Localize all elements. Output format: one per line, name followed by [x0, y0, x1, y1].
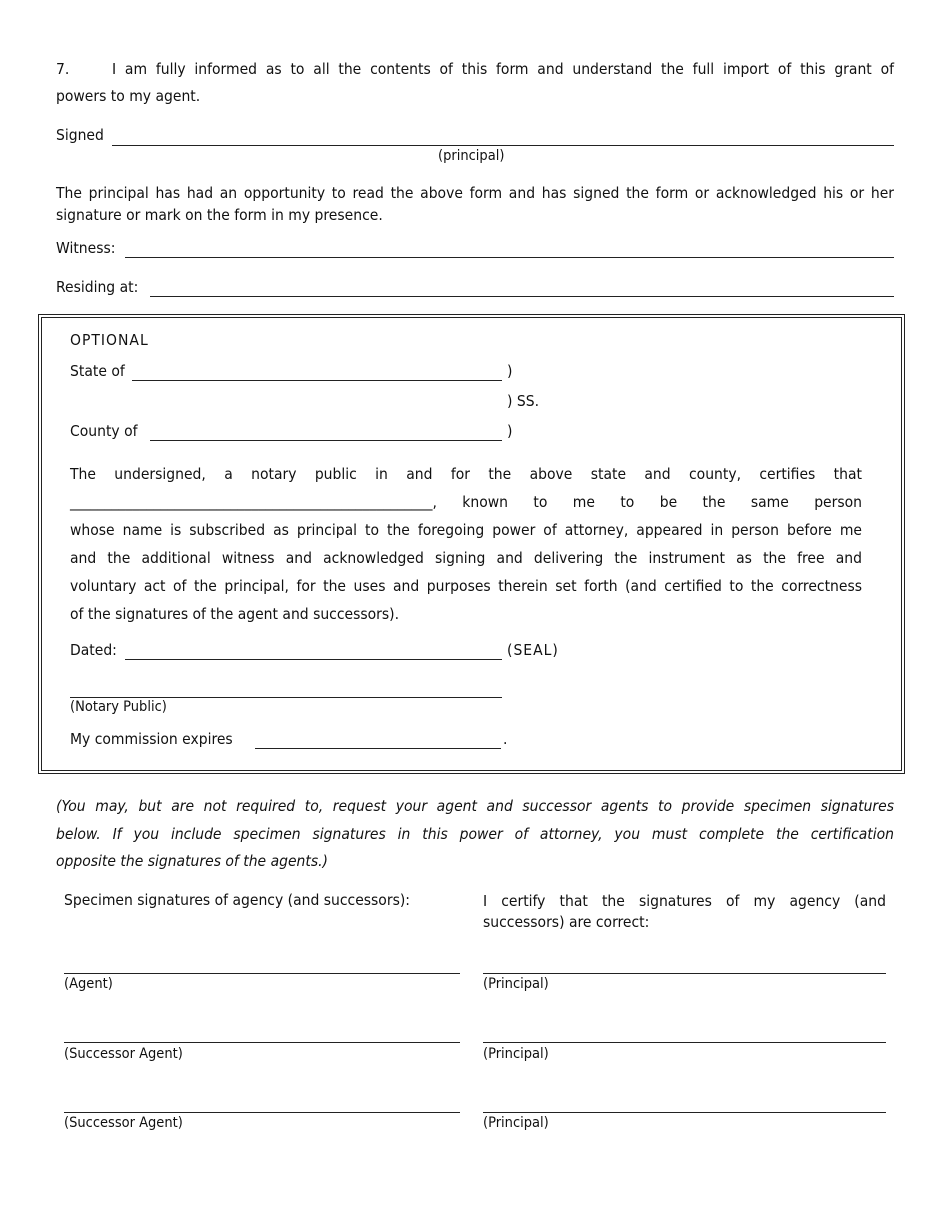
notary-certification: [70, 460, 862, 628]
state-paren: ): [507, 362, 513, 380]
successor-agent-signature-line-2[interactable]: [64, 1112, 460, 1113]
cert-line-4: and the additional witness and acknowledged signing and delivering the instrument as the free and: [70, 549, 862, 567]
cert-line-5: voluntary act of the principal, for the uses and purposes therein set forth (and certified to the correctness: [70, 577, 862, 595]
cert-line-2: ____________________________________________________, known to me to be the same person: [70, 493, 862, 511]
specimen-note: [56, 793, 894, 876]
witness-statement-line2: signature or mark on the form in my presence.: [56, 206, 383, 224]
specimen-right-heading: [483, 891, 886, 933]
principal-caption-2: (Principal): [483, 1046, 549, 1062]
notary-signature-line[interactable]: [70, 697, 502, 698]
principal-certify-line-1[interactable]: [483, 973, 886, 974]
cert-line-3: whose name is subscribed as principal to the foregoing power of attorney, appeared in person before me: [70, 521, 862, 539]
witness-statement: [56, 182, 894, 226]
agent-signature-line[interactable]: [64, 973, 460, 974]
specimen-right-heading-line2: successors) are correct:: [483, 913, 650, 931]
commission-period: .: [503, 730, 508, 748]
specimen-note-line1: (You may, but are not required to, request your agent and successor agents to provide specimen signatures: [56, 797, 894, 815]
principal-certify-line-2[interactable]: [483, 1042, 886, 1043]
successor-agent-caption-2: (Successor Agent): [64, 1115, 183, 1131]
commission-line[interactable]: [255, 748, 501, 749]
specimen-right-heading-line1: I certify that the signatures of my agency (and: [483, 892, 886, 910]
county-line[interactable]: [150, 440, 502, 441]
state-label: State of: [70, 362, 125, 380]
witness-signature-line[interactable]: [125, 257, 894, 258]
notary-caption: (Notary Public): [70, 699, 167, 715]
specimen-note-line2: below. If you include specimen signatures in this power of attorney, you must complete the certification: [56, 824, 894, 843]
specimen-left-heading: Specimen signatures of agency (and successors):: [64, 891, 410, 909]
witness-label: Witness:: [56, 239, 116, 257]
principal-signature-line[interactable]: [112, 145, 894, 146]
state-line[interactable]: [132, 380, 502, 381]
section-7-text-line1: I am fully informed as to all the contents of this form and understand the full import of this grant of: [112, 60, 894, 78]
principal-caption: (principal): [438, 148, 505, 164]
specimen-note-line3: opposite the signatures of the agents.): [56, 852, 328, 870]
commission-label: My commission expires: [70, 730, 233, 748]
principal-caption-1: (Principal): [483, 976, 549, 992]
agent-caption: (Agent): [64, 976, 113, 992]
principal-caption-3: (Principal): [483, 1115, 549, 1131]
ss-label: ) SS.: [507, 392, 540, 410]
county-label: County of: [70, 422, 138, 440]
residing-label: Residing at:: [56, 278, 139, 296]
dated-line[interactable]: [125, 659, 502, 660]
county-paren: ): [507, 422, 513, 440]
principal-certify-line-3[interactable]: [483, 1112, 886, 1113]
successor-agent-signature-line-1[interactable]: [64, 1042, 460, 1043]
optional-label: OPTIONAL: [70, 331, 149, 349]
residing-address-line[interactable]: [150, 296, 894, 297]
dated-label: Dated:: [70, 641, 117, 659]
section-7-paragraph: [56, 56, 894, 110]
section-7-text-line2: powers to my agent.: [56, 87, 201, 105]
successor-agent-caption-1: (Successor Agent): [64, 1046, 183, 1062]
signed-label: Signed: [56, 126, 104, 144]
cert-line-1: The undersigned, a notary public in and for the above state and county, certifies that: [70, 465, 862, 483]
cert-line-6: of the signatures of the agent and successors).: [70, 605, 400, 623]
seal-label: (SEAL): [507, 641, 559, 659]
witness-statement-line1: The principal has had an opportunity to read the above form and has signed the form or acknowledged his or her: [56, 184, 894, 202]
section-number: 7.: [56, 60, 70, 78]
